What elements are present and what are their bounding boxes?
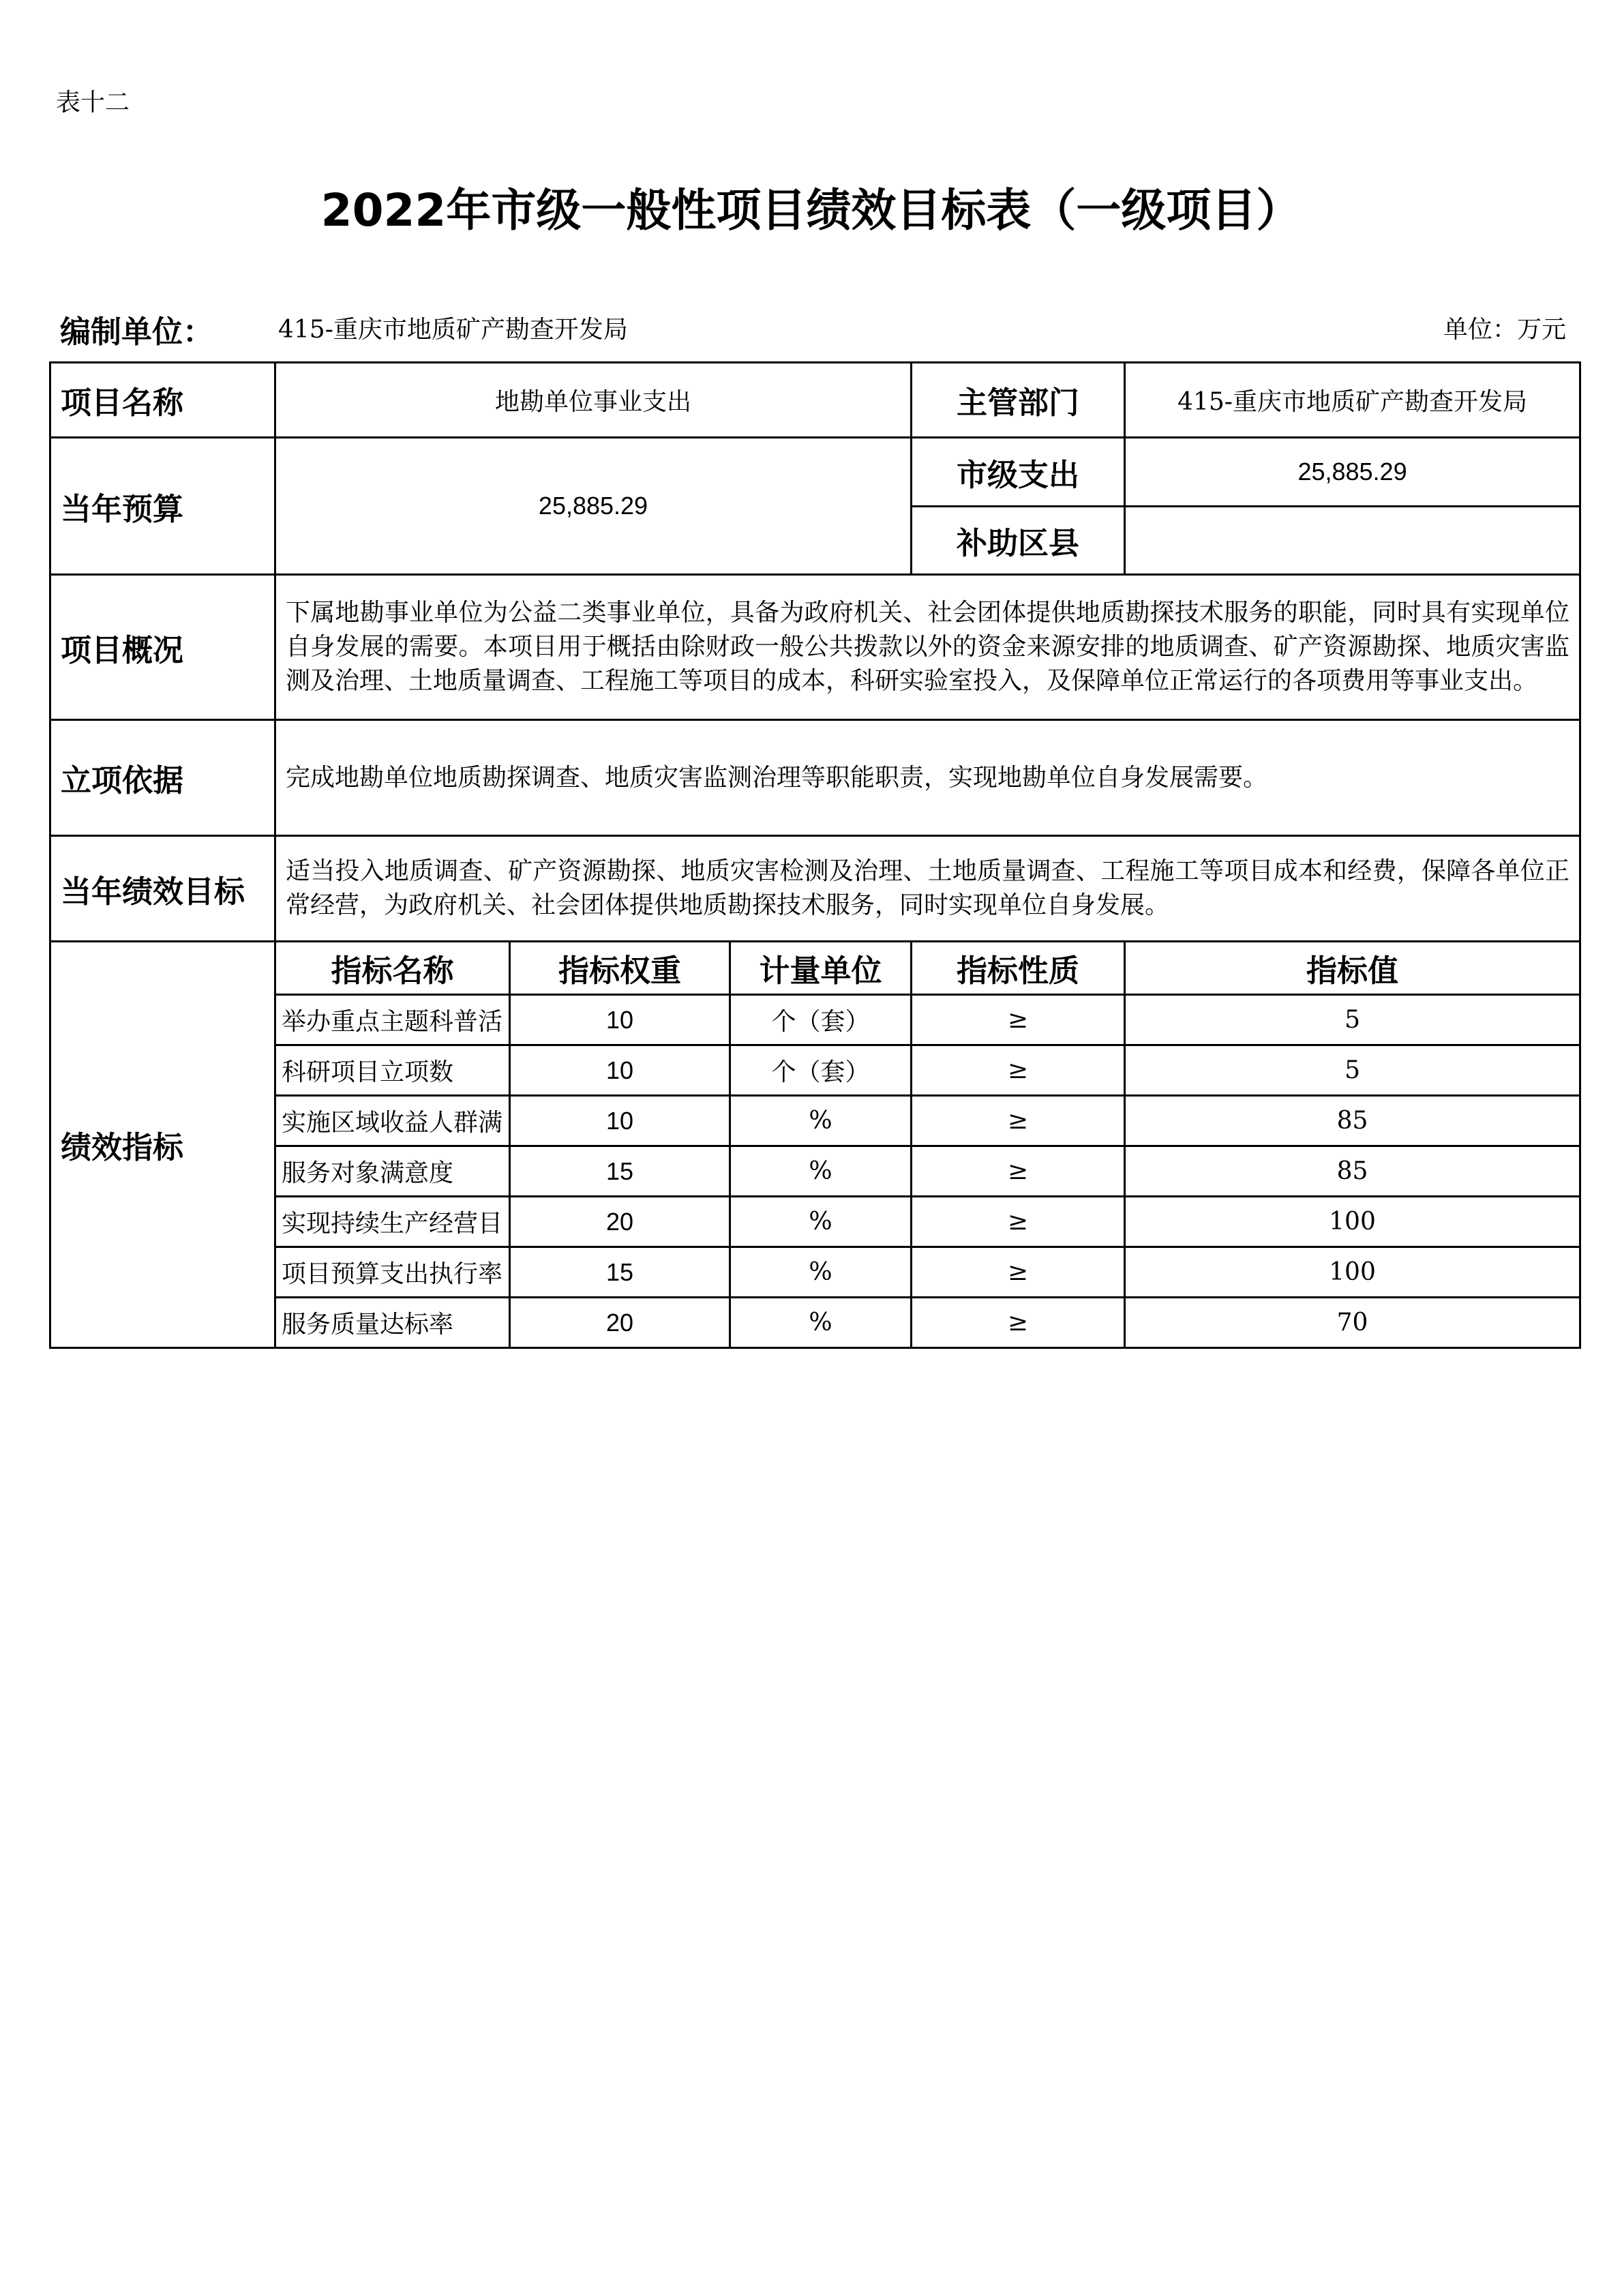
- city-spending-value: 25,885.29: [1125, 438, 1580, 507]
- table-row: [50, 1146, 1580, 1197]
- indicator-weight: 15: [510, 1247, 730, 1298]
- indicator-weight: 20: [510, 1197, 730, 1247]
- table-row: [50, 1045, 1580, 1096]
- indicator-unit: %: [730, 1298, 912, 1348]
- indicator-weight: 10: [510, 1045, 730, 1096]
- indicator-unit: %: [730, 1146, 912, 1197]
- indicator-nature: ≥: [912, 1298, 1125, 1348]
- budget-label: 当年预算: [50, 438, 275, 575]
- overview-label: 项目概况: [50, 575, 275, 720]
- performance-table: [49, 361, 1581, 1349]
- indicator-header-name: 指标名称: [275, 942, 510, 995]
- table-number-label: 表十二: [56, 89, 130, 117]
- basis-label: 立项依据: [50, 720, 275, 836]
- indicator-nature: ≥: [912, 1096, 1125, 1146]
- indicator-header-value: 指标值: [1125, 942, 1580, 995]
- indicator-name: 举办重点主题科普活: [275, 995, 510, 1045]
- basis-text: 完成地勘单位地质勘探调查、地质灾害监测治理等职能职责，实现地勘单位自身发展需要。: [275, 720, 1580, 836]
- indicator-nature: ≥: [912, 995, 1125, 1045]
- project-name-label: 项目名称: [50, 363, 275, 438]
- indicator-value: 100: [1125, 1197, 1580, 1247]
- indicator-weight: 20: [510, 1298, 730, 1348]
- indicator-value: 5: [1125, 995, 1580, 1045]
- table-row: [50, 995, 1580, 1045]
- table-row: [50, 1096, 1580, 1146]
- indicator-name: 服务质量达标率: [275, 1298, 510, 1348]
- indicator-name: 项目预算支出执行率: [275, 1247, 510, 1298]
- indicator-nature: ≥: [912, 1045, 1125, 1096]
- indicator-nature: ≥: [912, 1146, 1125, 1197]
- dept-value: 415-重庆市地质矿产勘查开发局: [1125, 363, 1580, 438]
- indicator-weight: 10: [510, 995, 730, 1045]
- org-label: 编制单位：: [60, 314, 214, 350]
- goal-label: 当年绩效目标: [50, 836, 275, 942]
- indicator-nature: ≥: [912, 1197, 1125, 1247]
- indicator-value: 5: [1125, 1045, 1580, 1096]
- indicator-unit: 个（套）: [730, 995, 912, 1045]
- indicators-label: 绩效指标: [50, 942, 275, 1348]
- indicator-unit: 个（套）: [730, 1045, 912, 1096]
- dept-label: 主管部门: [912, 363, 1125, 438]
- county-subsidy-label: 补助区县: [912, 507, 1125, 575]
- indicator-unit: %: [730, 1247, 912, 1298]
- indicator-name: 服务对象满意度: [275, 1146, 510, 1197]
- table-row: [50, 1298, 1580, 1348]
- indicator-name: 实现持续生产经营目: [275, 1197, 510, 1247]
- budget-value: 25,885.29: [275, 438, 912, 575]
- indicator-value: 85: [1125, 1146, 1580, 1197]
- unit-label: 单位：万元: [1443, 316, 1566, 344]
- org-value: 415-重庆市地质矿产勘查开发局: [278, 316, 628, 344]
- indicator-unit: %: [730, 1197, 912, 1247]
- page-title: 2022年市级一般性项目绩效目标表（一级项目）: [320, 184, 1302, 237]
- indicator-value: 100: [1125, 1247, 1580, 1298]
- indicator-header-unit: 计量单位: [730, 942, 912, 995]
- indicator-weight: 10: [510, 1096, 730, 1146]
- indicator-header-nature: 指标性质: [912, 942, 1125, 995]
- table-row: [50, 1247, 1580, 1298]
- indicator-name: 实施区域收益人群满: [275, 1096, 510, 1146]
- project-name-value: 地勘单位事业支出: [275, 363, 912, 438]
- indicator-value: 70: [1125, 1298, 1580, 1348]
- indicator-value: 85: [1125, 1096, 1580, 1146]
- indicator-nature: ≥: [912, 1247, 1125, 1298]
- indicator-header-weight: 指标权重: [510, 942, 730, 995]
- indicator-name: 科研项目立项数: [275, 1045, 510, 1096]
- county-subsidy-value: [1125, 507, 1580, 575]
- goal-text: 适当投入地质调查、矿产资源勘探、地质灾害检测及治理、土地质量调查、工程施工等项目成本和经费，保障各单位正常经营，为政府机关、社会团体提供地质勘探技术服务，同时实现单位自身发展。: [275, 836, 1580, 942]
- indicator-weight: 15: [510, 1146, 730, 1197]
- table-row: [50, 1197, 1580, 1247]
- overview-text: 下属地勘事业单位为公益二类事业单位，具备为政府机关、社会团体提供地质勘探技术服务的职能，同时具有实现单位自身发展的需要。本项目用于概括由除财政一般公共拨款以外的资金来源安排的地质调查、矿产资源勘探、地质灾害监测及治理、土地质量调查、工程施工等项目的成本，科研实验室投入，及保障单位正常运行的各项费用等事业支出。: [275, 575, 1580, 720]
- city-spending-label: 市级支出: [912, 438, 1125, 507]
- indicator-unit: %: [730, 1096, 912, 1146]
